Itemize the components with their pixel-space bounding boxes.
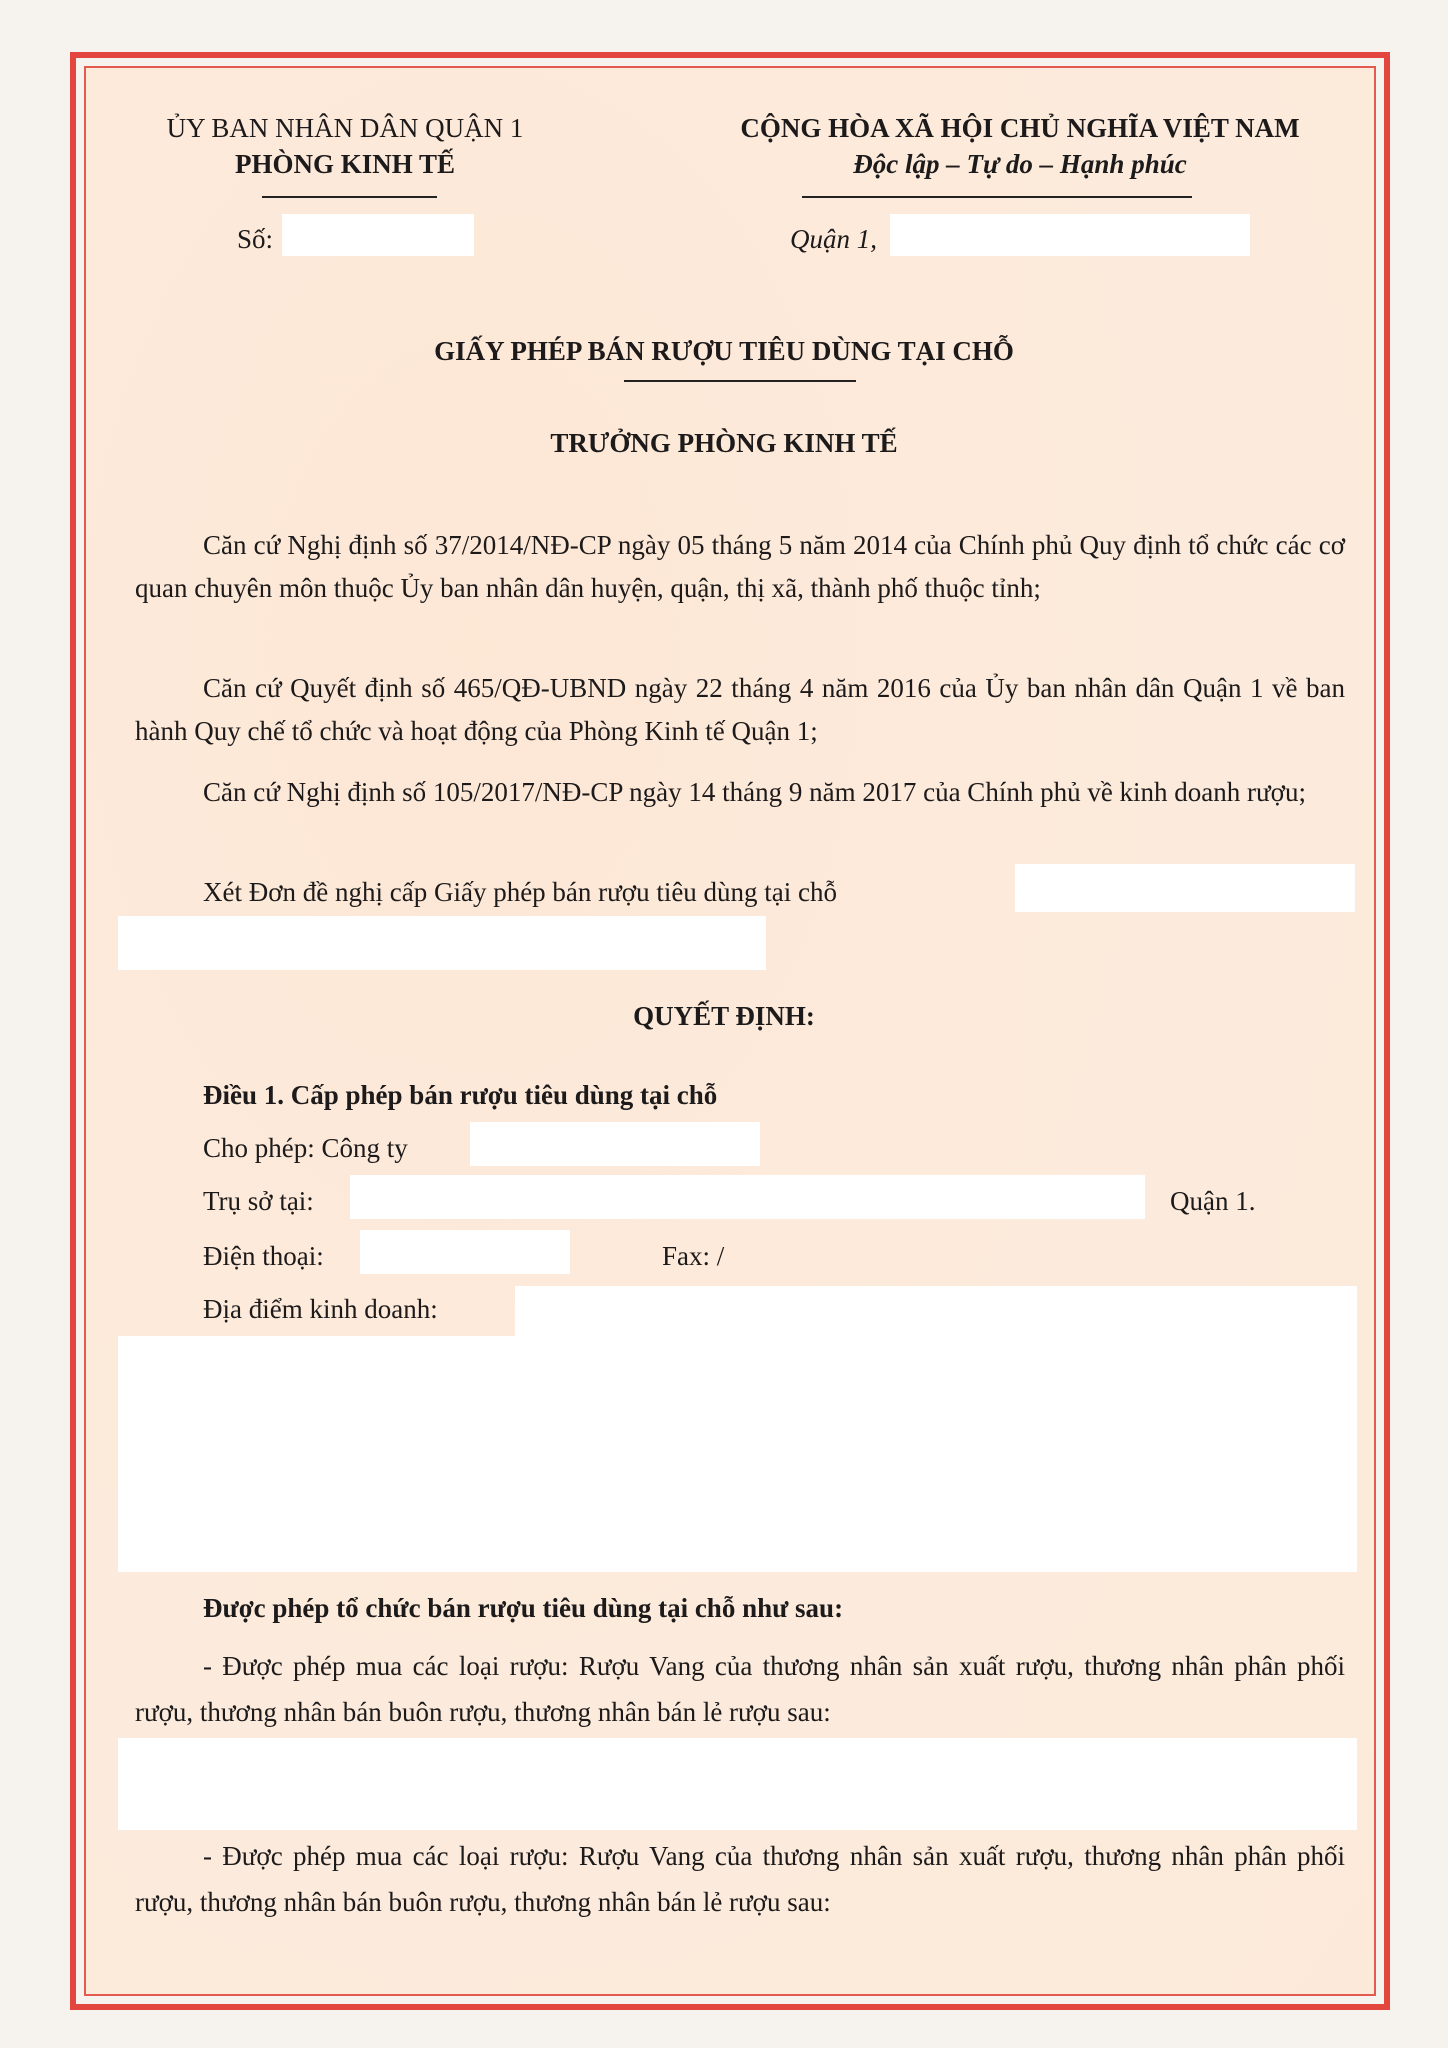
redacted-application-details [1015,864,1355,912]
title-underline [624,380,856,382]
header-right-underline [802,196,1192,198]
permit-title: GIẤY PHÉP BÁN RƯỢU TIÊU DÙNG TẠI CHỖ [434,336,1014,366]
permitted-item-1: - Được phép mua các loại rượu: Rượu Vang của thương nhân sản xuất rượu, thương nhân phân phối rượu, thương nhân bán buôn rượu, thương nhân bán lẻ rượu sau: [135,1651,1345,1727]
article-1-heading: Điều 1. Cấp phép bán rượu tiêu dùng tại chỗ [203,1080,718,1110]
header-left-underline [262,196,437,198]
redacted-phone [360,1230,570,1274]
company-label: Cho phép: Công ty [203,1133,408,1163]
permitted-item-2: - Được phép mua các loại rượu: Rượu Vang của thương nhân sản xuất rượu, thương nhân phân phối rượu, thương nhân bán buôn rượu, thương nhân bán lẻ rượu sau: [135,1841,1345,1917]
decision-heading: QUYẾT ĐỊNH: [633,1001,815,1031]
issuer-title: TRƯỞNG PHÒNG KINH TẾ [550,428,898,458]
office-label: Trụ sở tại: [203,1186,314,1216]
redacted-application-details-2 [118,916,766,970]
national-motto: Độc lập – Tự do – Hạnh phúc [853,149,1187,179]
legal-basis-2: Căn cứ Quyết định số 465/QĐ-UBND ngày 22 tháng 4 năm 2016 của Ủy ban nhân dân Quận 1 về ban hành Quy chế tổ chức và hoạt động của Phòng Kinh tế Quận 1; [135,673,1345,746]
redacted-office-address [350,1175,1145,1219]
business-location-label: Địa điểm kinh doanh: [203,1294,438,1324]
office-district: Quận 1. [1170,1186,1256,1216]
place-date-label: Quận 1, [790,224,877,254]
redacted-business-location-2 [118,1336,1357,1572]
redacted-supplier-list-1 [118,1738,1357,1830]
legal-basis-3: Căn cứ Nghị định số 105/2017/NĐ-CP ngày 14 tháng 9 năm 2017 của Chính phủ về kinh doanh rượu; [203,777,1306,807]
phone-label: Điện thoại: [203,1241,324,1271]
permitted-heading: Được phép tổ chức bán rượu tiêu dùng tại chỗ như sau: [203,1593,844,1623]
header-left [120,110,570,182]
redacted-document-number [282,214,474,256]
country-name: CỘNG HÒA XÃ HỘI CHỦ NGHĨA VIỆT NAM [740,113,1300,143]
redacted-business-location [515,1286,1357,1336]
department-name: PHÒNG KINH TẾ [234,149,456,179]
application-review: Xét Đơn đề nghị cấp Giấy phép bán rượu tiêu dùng tại chỗ [203,877,838,907]
agency-name: ỦY BAN NHÂN DÂN QUẬN 1 [166,113,524,143]
legal-basis-1: Căn cứ Nghị định số 37/2014/NĐ-CP ngày 05 tháng 5 năm 2014 của Chính phủ Quy định tổ chức các cơ quan chuyên môn thuộc Ủy ban nhân dân huyện, quận, thị xã, thành phố thuộc tỉnh; [135,530,1345,603]
redacted-date [890,214,1250,256]
redacted-company-name [470,1122,760,1166]
header-right [640,110,1400,182]
document-number-label: Số: [237,224,274,254]
fax-label: Fax: / [662,1241,725,1271]
